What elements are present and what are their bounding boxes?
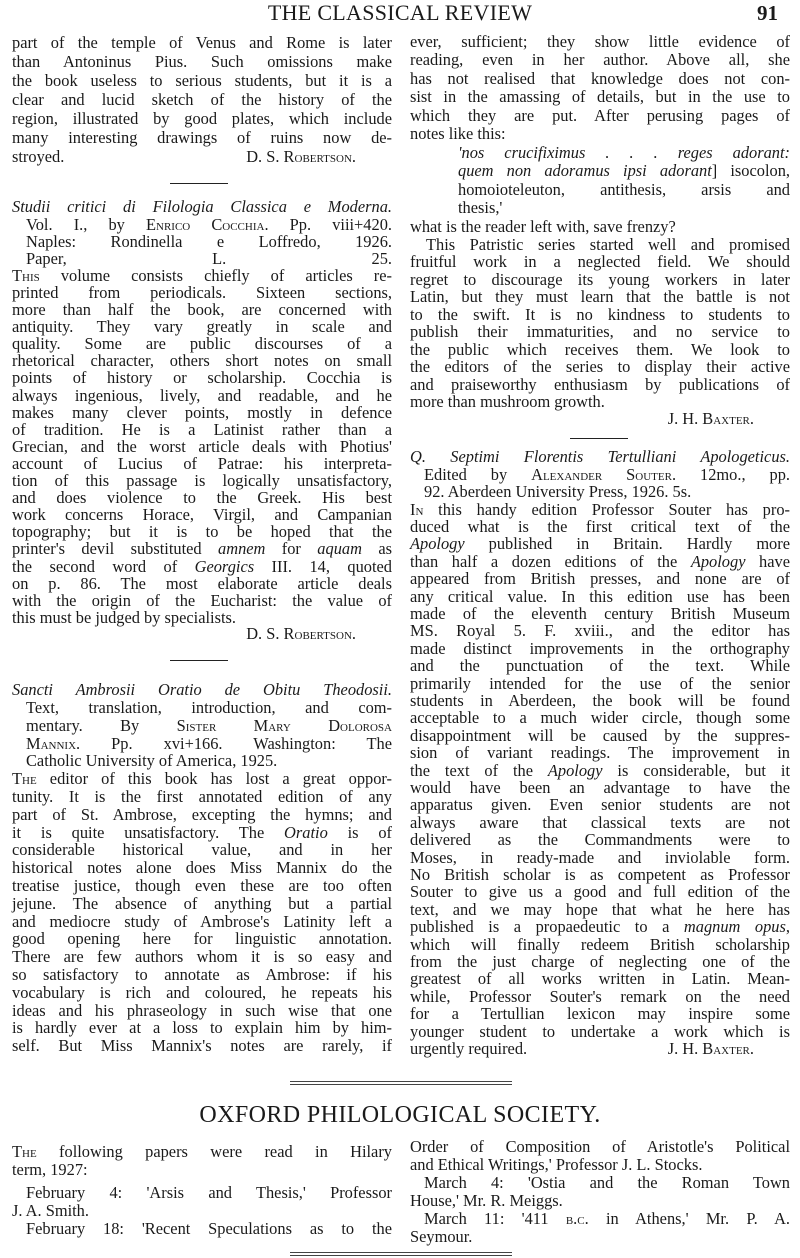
text-span: aquam (317, 539, 362, 559)
text-line (410, 762, 790, 779)
text-line: is hardly ever at a loss to explain him by him- (12, 1018, 392, 1038)
text-line: Text, translation, introduction, and com- (26, 697, 392, 717)
text-line (12, 540, 392, 557)
text-span: Edited by (424, 464, 532, 484)
book-title (410, 448, 790, 465)
text-line (458, 162, 790, 181)
text-line: account of Lucius of Patrae: his interpreta- (12, 453, 392, 473)
text-line (12, 770, 392, 788)
text-line: This Patristic series started well and promised (426, 234, 790, 254)
text-span: volume consists chiefly of articles re- (39, 265, 392, 285)
text-line: self. But Miss Mannix's notes are rarely, if (12, 1036, 392, 1056)
section-divider (290, 1081, 512, 1085)
text-line: ever, sufficient; they show little evidence of (410, 31, 790, 51)
text-line: always aware that classical texts are not (410, 812, 790, 832)
text-span: Mannix (26, 733, 77, 753)
book-title (12, 681, 392, 699)
text-line: vocabulary is rich and coloured, he repeats his (12, 982, 392, 1002)
text-line: what is the reader left with, save frenzy? (410, 217, 676, 237)
text-line: primarily intended for the use of the senior (410, 673, 790, 693)
text-line: Moses, in ready-made and inviolable form. (410, 847, 790, 867)
text-line: treatise justice, though even these are too often (12, 875, 392, 895)
text-line: 92. Aberdeen University Press, 1926. 5s. (424, 482, 692, 502)
text-span: Q. Septimi Florentis Tertulliani Apologeticus. (410, 447, 790, 467)
text-span: . Pp. xvi+166. Washington: The (76, 733, 392, 753)
text-span: 'nos crucifiximus . . . reges adorant: (458, 142, 790, 162)
text-span: Sister Mary Dolorosa (176, 715, 392, 735)
text-line: quality. Some are public discourses of a (12, 334, 392, 354)
text-span: The (12, 1142, 37, 1161)
text-span: mentary. By (26, 715, 177, 735)
text-line: clear and lucid sketch of the history of the (12, 89, 392, 109)
text-line: jejune. The absence of anything but a partial (12, 893, 392, 913)
text-span: Vol. I., by (26, 214, 146, 234)
text-line: reading, even in her author. Above all, she (410, 50, 790, 70)
text-line: There are few authors whom it is so easy and (12, 947, 392, 967)
text-line: this must be judged by specialists. (12, 607, 236, 627)
text-line: on p. 86. The most elaborate article deals (12, 573, 392, 593)
text-line (424, 1210, 790, 1228)
text-line: made of the eleventh century British Museum (410, 603, 790, 623)
text-span: quem non adoramus ipsi adorant (458, 161, 712, 181)
signature: D. S. Robertson. (246, 146, 356, 166)
text-line: Catholic University of America, 1925. (26, 751, 278, 771)
text-line (26, 216, 392, 233)
text-line: good opening here for linguistic annotation. (12, 929, 392, 949)
text-span: is of (327, 822, 392, 842)
text-line: tion of this passage is logically unsatisfactory, (12, 471, 392, 491)
text-line: historical notes alone does Miss Mannix do the (12, 858, 392, 878)
text-line: for a Tertullian lexicon may inspire some (410, 1004, 790, 1024)
text-line: Souter to give us a good and full edition of the (410, 882, 790, 902)
text-line: sist in the amassing of details, but in the use to (410, 87, 790, 107)
text-line: February 18: 'Recent Speculations as to the (26, 1219, 392, 1238)
text-line: notes like this: (410, 124, 506, 144)
text-span: Georgics (194, 556, 255, 576)
text-span: amnem (218, 539, 266, 559)
text-span: Alexander Souter (531, 464, 672, 484)
text-line: students in Aberdeen, the book will be found (410, 690, 790, 710)
text-line: would have been an advantage to have the (410, 777, 790, 797)
section-divider (570, 438, 628, 439)
text-line (410, 553, 790, 570)
text-line: any critical value. In this edition use has been (410, 586, 790, 606)
text-line: part of St. Ambrose, excepting the hymns; and (12, 804, 392, 824)
page-number: 91 (757, 1, 778, 25)
text-line: greatest of all works written in Latin. Mean- (410, 969, 790, 989)
text-line: House,' Mr. R. Meiggs. (410, 1191, 563, 1210)
text-line (410, 1040, 790, 1057)
text-span: the second word of (12, 556, 195, 576)
text-span: Apology (410, 534, 465, 554)
text-line: the book useless to serious students, but it is a (12, 70, 392, 90)
text-line: Order of Composition of Aristotle's Political (410, 1137, 790, 1156)
text-line: text, and we may hope that what he here has (410, 899, 790, 919)
text-line: homoioteleuton, antithesis, arsis and (458, 179, 790, 199)
text-line: topography; but it is to be hoped that the (12, 522, 392, 542)
text-span: ] isocolon, (711, 161, 790, 181)
text-line: Naples: Rondinella e Loffredo, 1926. (26, 231, 392, 251)
text-line: tunity. It is the first annotated edition of any (12, 786, 392, 806)
text-line: duced what is the first critical text of the (410, 516, 790, 536)
text-line: region, illustrated by good plates, which include (12, 108, 392, 128)
section-divider (290, 1252, 512, 1256)
text-span: published in Britain. Hardly more (464, 534, 790, 554)
text-line (410, 501, 790, 518)
text-line: which will finally redeem British scholarship (410, 934, 790, 954)
text-span: . Pp. viii+420. (264, 214, 392, 234)
text-line: printed from periodicals. Sixteen sections, (12, 282, 392, 302)
text-line (12, 267, 392, 284)
text-line (410, 918, 790, 935)
text-line: ideas and his phraseology in such wise that one (12, 1000, 392, 1020)
text-line: delivered as the Commandments were to (410, 830, 790, 850)
book-title (12, 198, 392, 215)
text-line: antiquity. They vary greatly in scale and (12, 317, 392, 337)
text-span: In (410, 499, 424, 519)
text-span: III. 14, quoted (254, 556, 392, 576)
text-line (12, 824, 392, 842)
text-span: This (12, 265, 40, 285)
text-line: younger student to undertake a work which is (410, 1021, 790, 1041)
section-divider (170, 660, 228, 661)
text-span: Oratio (284, 822, 328, 842)
text-line: No British scholar is as competent as Professor (410, 864, 790, 884)
text-line: with the origin of the Eucharist: the value of (12, 590, 392, 610)
text-line: appeared from British presses, and none are of (410, 569, 790, 589)
text-span: the text of the (410, 760, 548, 780)
text-span: b.c. (565, 1209, 589, 1228)
text-line: and the punctuation of the text. While (410, 656, 790, 676)
text-line (12, 558, 392, 575)
text-span: magnum opus (683, 917, 786, 937)
text-line: considerable historical value, and in her (12, 840, 392, 860)
text-line: MS. Royal 5. F. xviii., and the editor has (410, 621, 790, 641)
text-line: the public which receives them. We look to (410, 339, 790, 359)
text-span: The (12, 769, 37, 789)
text-line (410, 535, 790, 552)
text-line: while, Professor Souter's remark on the need (410, 986, 790, 1006)
text-span: for (265, 539, 318, 559)
text-span: is considerable, but it (602, 760, 790, 780)
text-span: than half a dozen editions of the (410, 551, 691, 571)
text-line (458, 144, 790, 163)
text-span: as (361, 539, 392, 559)
text-line: Grecian, and the worst article deals with Photius' (12, 436, 392, 456)
society-heading: OXFORD PHILOLOGICAL SOCIETY. (199, 1102, 601, 1128)
text-span: following papers were read in Hilary (36, 1142, 392, 1161)
text-span: it is quite unsatisfactory. The (12, 822, 285, 842)
text-line: has not realised that knowledge does not con- (410, 68, 790, 88)
text-line: made distinct improvements in the orthography (410, 638, 790, 658)
text-line: than Antoninus Pius. Such omissions make (12, 51, 392, 71)
text-line: and praiseworthy enthusiasm by publications of (410, 374, 790, 394)
text-span: this handy edition Professor Souter has pro- (423, 499, 790, 519)
text-line: work concerns Horace, Virgil, and Campanian (12, 505, 392, 525)
text-line: acceptable to a much wider circle, though some (410, 708, 790, 728)
text-line: Latin, but they must learn that the battle is not (410, 287, 790, 307)
text-span: in Athens,' Mr. P. A. (588, 1209, 791, 1228)
text-span: published is a propaedeutic to a (410, 917, 684, 937)
text-span: printer's devil substituted (12, 539, 219, 559)
text-line: makes many clever points, mostly in defence (12, 402, 392, 422)
signature: J. H. Baxter. (667, 409, 754, 429)
text-line: term, 1927: (12, 1160, 88, 1179)
text-line: Seymour. (410, 1227, 473, 1246)
text-span: Enrico Cocchia (145, 214, 265, 234)
text-line: apparatus given. Even senior students are not (410, 795, 790, 815)
running-header: THE CLASSICAL REVIEW (267, 0, 533, 25)
text-span: , (785, 917, 790, 937)
text-line: sion of variant readings. The improvement in (410, 743, 790, 763)
text-span: stroyed. (12, 146, 65, 166)
text-line: always ingenious, lively, and readable, and he (12, 385, 392, 405)
text-line: points of history or scholarship. Cocchia is (12, 368, 392, 388)
text-line: February 4: 'Arsis and Thesis,' Professor (26, 1183, 392, 1202)
section-divider (170, 183, 228, 184)
text-line (12, 1143, 392, 1161)
text-line: the editors of the series to display their active (410, 357, 790, 377)
text-line: more than mushroom growth. (410, 392, 605, 412)
signature: D. S. Robertson. (246, 624, 356, 644)
text-line: of tradition. He is a Latinist rather than a (12, 419, 392, 439)
text-line (26, 735, 392, 753)
text-line: March 4: 'Ostia and the Roman Town (424, 1173, 790, 1192)
text-line: many interesting drawings of ruins now de- (12, 127, 392, 147)
text-line: rhetorical character, others short notes on small (12, 351, 392, 371)
text-span: editor of this book has lost a great oppor- (36, 769, 392, 789)
text-span: March 11: '411 (424, 1209, 566, 1228)
text-line: and mediocre study of Ambrose's Latinity left a (12, 911, 392, 931)
text-line (12, 147, 392, 166)
text-line: more than half the book, are concerned with (12, 300, 392, 320)
text-line: Paper, L. 25. (26, 248, 392, 268)
text-span: Sancti Ambrosii Oratio de Obitu Theodosii. (12, 680, 392, 700)
text-line: J. A. Smith. (12, 1201, 89, 1220)
text-line (26, 717, 392, 735)
text-line (424, 466, 790, 483)
text-line: disappointment will be caused by the suppres- (410, 725, 790, 745)
text-line: and does violence to the Greek. His best (12, 488, 392, 508)
text-line: which they are put. After perusing pages of (410, 105, 790, 125)
text-span: have (745, 551, 791, 571)
text-span: urgently required. (410, 1038, 528, 1058)
text-span: Studii critici di Filologia Classica e Moderna. (12, 197, 392, 217)
text-line: part of the temple of Venus and Rome is later (12, 32, 392, 52)
text-line: from the just charge of neglecting one of the (410, 951, 790, 971)
text-line: to the swift. It is no kindness to students to (410, 304, 790, 324)
text-line: thesis,' (458, 198, 503, 218)
text-span: . 12mo., pp. (671, 464, 791, 484)
signature: J. H. Baxter. (667, 1038, 754, 1058)
text-line: publish their immaturities, and no service to (410, 322, 790, 342)
text-line: fruitful work in a neglected field. We should (410, 252, 790, 272)
text-span: Apology (547, 760, 603, 780)
text-line: regret to discourage its young workers in later (410, 269, 790, 289)
text-line: so satisfactory to annotate as Ambrose: if his (12, 964, 392, 984)
text-line: and Ethical Writings,' Professor J. L. Stocks. (410, 1155, 703, 1174)
text-span: Apology (690, 551, 746, 571)
